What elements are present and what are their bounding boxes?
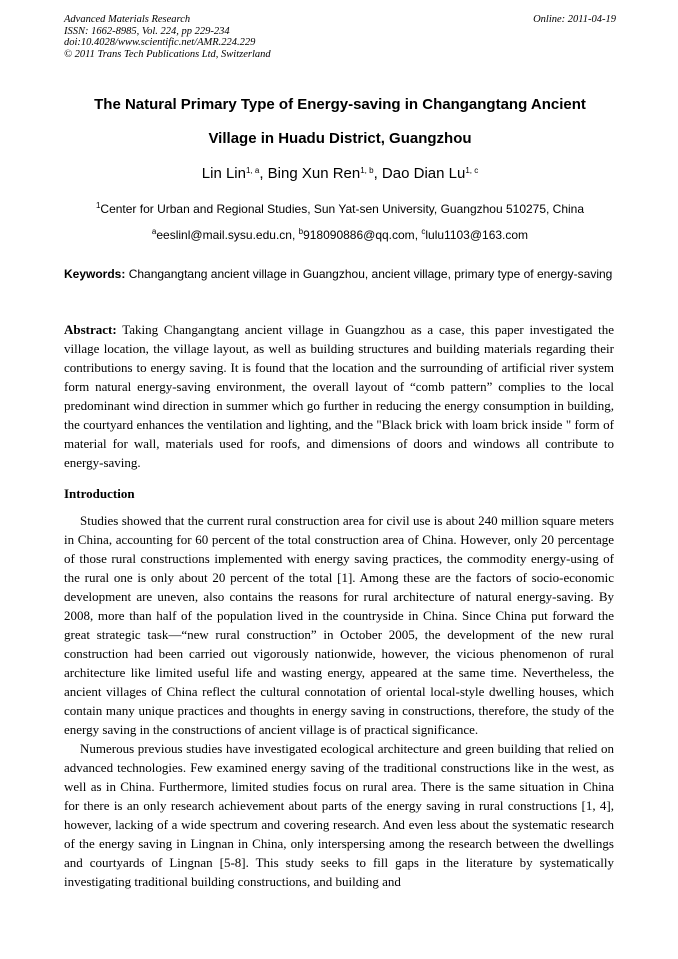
keywords-text: Changangtang ancient village in Guangzhou, ancient village, primary type of energy-saving xyxy=(125,267,613,281)
abstract-text: Taking Changangtang ancient village in Guangzhou as a case, this paper investigated the village location, the village layout, as well as building structures and building materials regarding their contributions to energy saving. It is found that the location and the surrounding of artificial river system form natural energy-saving environment, the overall layout of “comb pattern” complies to the local predominant wind direction in summer which go further in reducing the energy consumption in building, the courtyard enhances the ventilation and lighting, and the "Black brick with loam brick inside " form of material for wall, materials used for roofs, and dimensions of doors and windows all contribute to energy-saving. xyxy=(64,322,614,470)
intro-paragraph: Numerous previous studies have investigated ecological architecture and green building that relied on advanced technologies. Few examined energy saving of the traditional constructions like in the west, as well as in China. Furthermore, limited studies focus on rural area. There is the same situation in China for there is an only research achievement about parts of the energy saving in rural constructions [1, 4], however, lacking of a wide spectrum and covering research. And even less about the systematic research of the energy saving in Lingnan in China, only interspersing among the research between the dwellings and courtyards of Lingnan [5-8]. This study seeks to fill gaps in the literature by systematically investigating traditional building constructions, and building and xyxy=(64,741,614,889)
email-separator: , xyxy=(291,228,299,242)
email-marker: b xyxy=(298,227,304,236)
issn-line: ISSN: 1662-8985, Vol. 224, pp 229-234 xyxy=(64,25,230,37)
author-list xyxy=(64,164,616,184)
author-name: Lin Lin xyxy=(201,165,246,182)
author-separator: , xyxy=(373,165,382,182)
email-marker: c xyxy=(421,227,426,236)
author-emails xyxy=(64,227,616,243)
author-affil-marker: 1, c xyxy=(465,166,479,175)
journal-header xyxy=(64,14,616,60)
abstract-label: Abstract: xyxy=(64,322,117,337)
journal-name: Advanced Materials Research xyxy=(64,14,191,25)
introduction-heading: Introduction xyxy=(64,486,135,501)
author-affil-marker: 1, b xyxy=(360,166,374,175)
title-line-2: Village in Huadu District, Guangzhou xyxy=(208,130,472,147)
affiliation-text: Center for Urban and Regional Studies, Sun Yat-sen University, Guangzhou 510275, China xyxy=(100,202,585,216)
email-address: eeslinl@mail.sysu.edu.cn xyxy=(156,228,292,242)
email-separator: , xyxy=(414,228,422,242)
title-line-1: The Natural Primary Type of Energy-saving in Changangtang Ancient xyxy=(94,96,586,113)
email-marker: a xyxy=(151,227,157,236)
online-date: Online: 2011-04-19 xyxy=(533,14,616,25)
email-address: lulu1103@163.com xyxy=(425,228,529,242)
intro-paragraph: Studies showed that the current rural construction area for civil use is about 240 million square meters in China, accounting for 60 percent of the total construction area of China. However, only 20 percentage of those rural constructions implemented with energy saving practices, the commodity energy-using of the rural one is only about 20 percent of the total [1]. Among these are the factors of socio-economic development are uneven, also contains the reasons for rural architecture of natural energy-saving. By 2008, more than half of the population lived in the countryside in China. Since China put forward the great strategic task—“new rural construction” in October 2005, the development of the new rural construction had been carried out vigorously nationwide, however, the vicious phenomenon of rural architecture like limited useful life and wasting energy, appeared at the same time. Nevertheless, the ancient villages of China reflect the cultural connotation of oriental local-style dwelling houses, which contain many unique practices and thoughts in energy saving in constructions, therefore, the study of the energy saving in the constructions of ancient village is of practical significance. xyxy=(64,513,614,737)
author-name: Bing Xun Ren xyxy=(267,165,361,182)
introduction-body xyxy=(64,511,614,891)
abstract-section xyxy=(64,320,614,472)
affiliation xyxy=(64,201,616,217)
author-separator: , xyxy=(259,165,268,182)
copyright-line: © 2011 Trans Tech Publications Ltd, Switzerland xyxy=(64,48,271,60)
keywords-section xyxy=(64,265,614,284)
author-name: Dao Dian Lu xyxy=(381,165,466,182)
affiliation-marker: 1 xyxy=(95,201,101,210)
paper-title xyxy=(64,88,616,156)
author-affil-marker: 1, a xyxy=(245,166,260,175)
email-address: 918090886@qq.com xyxy=(303,228,415,242)
keywords-label: Keywords: xyxy=(64,267,126,281)
doi-line: doi:10.4028/www.scientific.net/AMR.224.229 xyxy=(64,37,256,48)
